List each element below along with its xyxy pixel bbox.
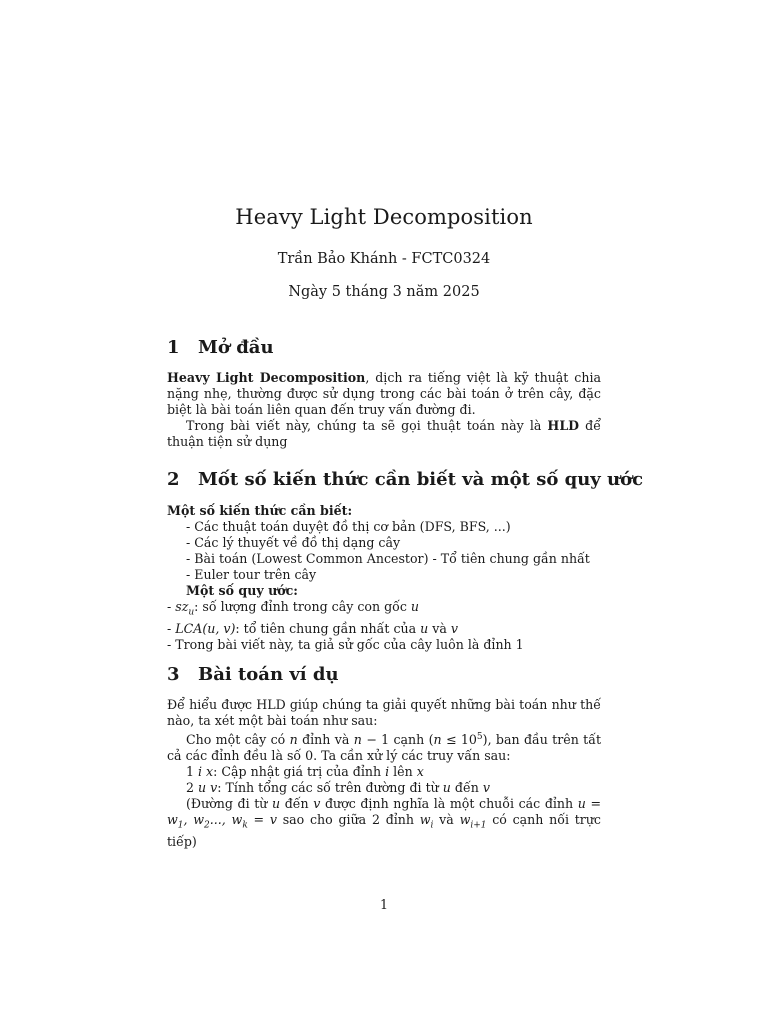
- math-symbol: i x: [198, 764, 214, 780]
- note-text: và: [433, 812, 460, 828]
- paragraph-text: ≤ 10: [441, 732, 477, 748]
- list-item: - Các thuật toán duyệt đồ thị cơ bản (DFS, BFS, ...): [186, 519, 511, 534]
- knowledge-title: Một số kiến thức cần biết:: [167, 503, 353, 518]
- paragraph: [167, 729, 601, 764]
- page-number: 1: [379, 897, 388, 912]
- section-2-body: [167, 503, 601, 653]
- math-symbol: u: [410, 599, 420, 614]
- section-number: 2: [167, 469, 180, 490]
- math-symbol: u v: [198, 780, 218, 796]
- paragraph: Để hiểu được HLD giúp chúng ta giải quyết những bài toán như thế nào, ta xét một bài toán như sau:: [167, 697, 601, 728]
- paragraph-text: đỉnh và: [297, 732, 354, 748]
- paragraph-text: − 1 cạnh (: [361, 732, 434, 748]
- math-subscript: k: [242, 820, 248, 831]
- section-title: Mốt số kiến thức cần biết và một số quy ước: [198, 469, 644, 490]
- query-text: : Cập nhật giá trị của đỉnh: [213, 764, 386, 780]
- math-sequence: $u = w_1$, $w_2$..., $w_k = v$: [167, 796, 601, 831]
- bullet: -: [167, 620, 176, 636]
- list-text: : số lượng đỉnh trong cây con gốc: [194, 599, 411, 614]
- math-symbol: $w_i$: [419, 812, 434, 831]
- list-item: [167, 599, 601, 621]
- convention-title: Một số quy ước:: [186, 583, 298, 598]
- date-line: Ngày 5 tháng 3 năm 2025: [288, 284, 480, 300]
- math-symbol: $w_{i+1}$: [459, 812, 487, 831]
- list-item: - Trong bài viết này, ta giả sử gốc của cây luôn là đỉnh 1: [167, 636, 524, 652]
- math-subscript: u: [188, 607, 195, 618]
- math-symbol: v: [482, 780, 490, 796]
- paragraph-text: , dịch ra tiếng việt là kỹ thuật chia nặng nhẹ, thường được sử dụng trong các bài toán ở trên cây, đặc biệt là bài toán liên quan đến truy vấn đường đi.: [167, 370, 601, 417]
- term-bold: HLD: [547, 418, 580, 433]
- math-subscript: 1: [177, 820, 184, 831]
- query-text: 1: [186, 764, 199, 780]
- list-text: và: [428, 620, 451, 636]
- note-text: (Đường đi từ: [186, 796, 272, 812]
- math-symbol: v: [450, 620, 459, 636]
- section-number: 3: [167, 664, 180, 685]
- math-symbol: x: [416, 764, 424, 780]
- math-symbol: u = w: [167, 796, 601, 828]
- section-number: 1: [167, 337, 180, 358]
- list-item: - Các lý thuyết về đồ thị dạng cây: [186, 535, 401, 550]
- section-3-heading: [167, 664, 339, 685]
- math-symbol: u: [442, 780, 451, 796]
- note-text: được định nghĩa là một chuỗi các đỉnh: [320, 796, 578, 812]
- query-text: đến: [450, 780, 483, 796]
- paragraph: [167, 418, 601, 450]
- section-1-heading: [167, 337, 274, 358]
- query-text: 2: [186, 780, 199, 796]
- section-1-body: [167, 370, 601, 450]
- paragraph-text: ), ban đầu trên tất cả các đỉnh đều là số 0. Ta cần xử lý các truy vấn sau:: [167, 732, 602, 764]
- math-symbol: i: [385, 764, 390, 780]
- math-symbol: n: [433, 732, 442, 748]
- math-symbol: LCA(u, v): [175, 620, 236, 636]
- math-symbol: v: [313, 796, 321, 812]
- query-2: [167, 780, 601, 796]
- paragraph-text: Cho một cây có: [186, 732, 290, 748]
- path-definition: [167, 796, 601, 850]
- note-text: có cạnh nối trực tiếp): [167, 812, 601, 849]
- section-title: Mở đầu: [198, 337, 274, 358]
- paragraph-text: Trong bài viết này, chúng ta sẽ gọi thuật toán này là: [186, 418, 548, 433]
- note-text: sao cho giữa 2 đỉnh: [276, 812, 420, 828]
- math-symbol: sz: [175, 599, 189, 614]
- paragraph: [167, 370, 601, 418]
- list-item: [167, 621, 601, 637]
- list-item: - Euler tour trên cây: [186, 567, 317, 582]
- term-bold: Heavy Light Decomposition: [167, 370, 366, 385]
- bullet: -: [167, 599, 176, 614]
- section-2-heading: [167, 469, 643, 490]
- note-text: đến: [280, 796, 314, 812]
- author-line: Trần Bảo Khánh - FCTC0324: [277, 251, 491, 267]
- section-title: Bài toán ví dụ: [198, 664, 339, 685]
- section-3-body: [167, 697, 601, 850]
- paper-title: Heavy Light Decomposition: [235, 205, 533, 229]
- query-text: : Tính tổng các số trên đường đi từ: [217, 780, 443, 796]
- math-symbol: u: [272, 796, 281, 812]
- math-symbol: n: [353, 732, 362, 748]
- math-exponent: 5: [476, 732, 483, 742]
- list-text: : tổ tiên chung gần nhất của: [235, 620, 421, 636]
- math-subscript: 2: [204, 820, 210, 831]
- query-1: [167, 764, 601, 780]
- paragraph-text: để thuận tiện sử dụng: [167, 418, 601, 449]
- math-symbol: n: [289, 732, 298, 748]
- math-symbol: u: [420, 620, 429, 636]
- query-text: lên: [389, 764, 417, 780]
- list-item: - Bài toán (Lowest Common Ancestor) - Tổ tiên chung gần nhất: [186, 551, 590, 566]
